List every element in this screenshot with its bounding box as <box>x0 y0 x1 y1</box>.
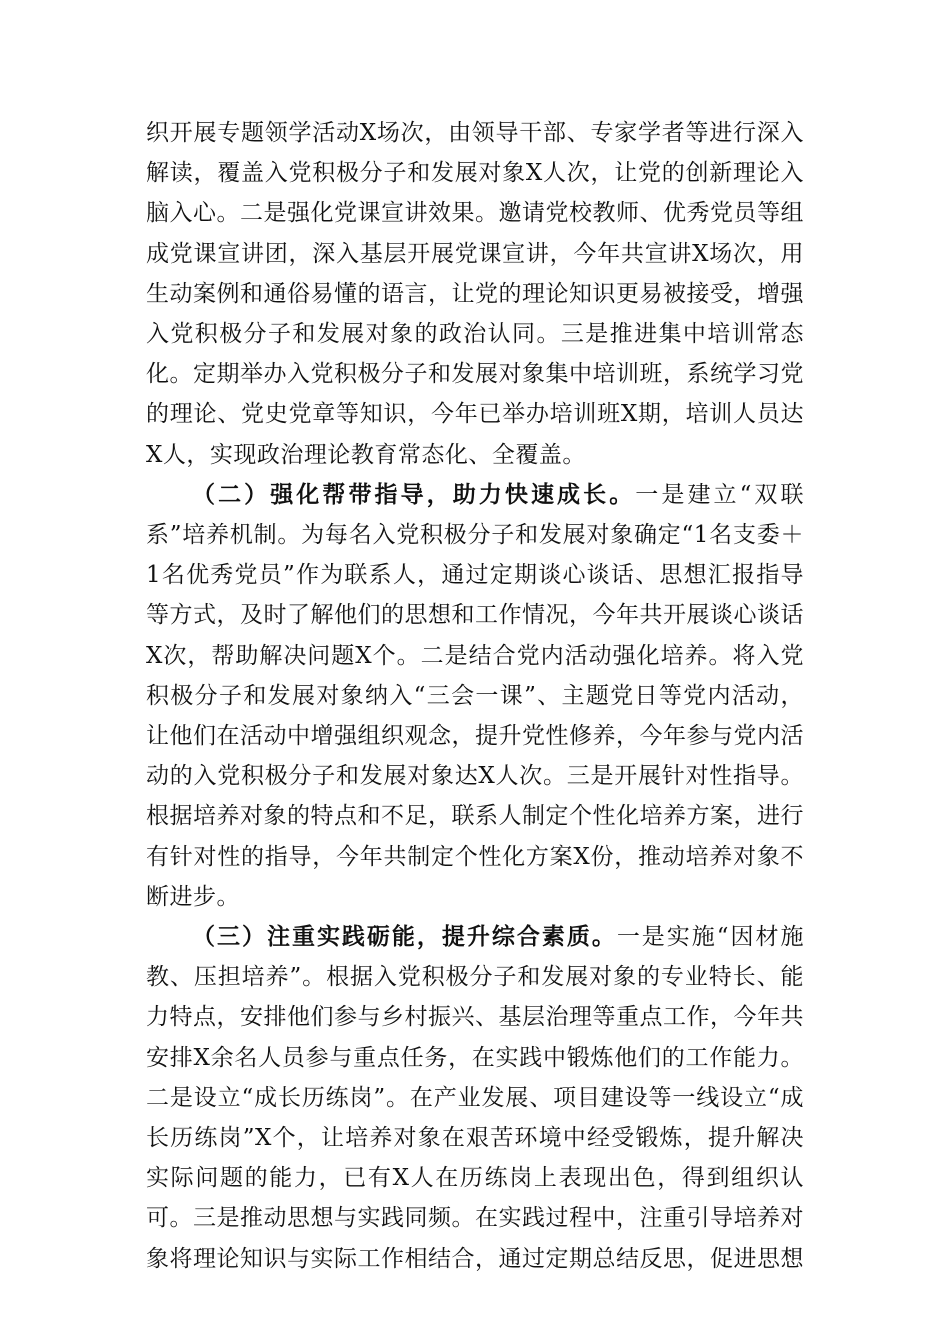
document-page <box>146 113 804 1279</box>
paragraph-3 <box>146 917 804 1279</box>
paragraph-1 <box>146 113 804 475</box>
section-heading-3: （三）注重实践砺能，提升综合素质。 <box>192 923 617 951</box>
section-heading-2: （二）强化帮带指导，助力快速成长。 <box>192 480 636 508</box>
paragraph-2 <box>146 475 804 917</box>
paragraph-1-body: 织开展专题领学活动X场次，由领导干部、专家学者等进行深入解读，覆盖入党积极分子和发展对象X人次，让党的创新理论入脑入心。二是强化党课宣讲效果。邀请党校教师、优秀党员等组成党课宣讲团，深入基层开展党课宣讲，今年共宣讲X场次，用生动案例和通俗易懂的语言，让党的理论知识更易被接受，增强入党积极分子和发展对象的政治认同。三是推进集中培训常态化。定期举办入党积极分子和发展对象集中培训班，系统学习党的理论、党史党章等知识，今年已举办培训班X期，培训人员达X人，实现政治理论教育常态化、全覆盖。 <box>146 120 804 468</box>
paragraph-2-body: 一是建立“双联系”培养机制。为每名入党积极分子和发展对象确定“1名支委＋1名优秀党员”作为联系人，通过定期谈心谈话、思想汇报指导等方式，及时了解他们的思想和工作情况，今年共开展谈心谈话X次，帮助解决问题X个。二是结合党内活动强化培养。将入党积极分子和发展对象纳入“三会一课”、主题党日等党内活动，让他们在活动中增强组织观念，提升党性修养，今年参与党内活动的入党积极分子和发展对象达X人次。三是开展针对性指导。根据培养对象的特点和不足，联系人制定个性化培养方案，进行有针对性的指导，今年共制定个性化方案X份，推动培养对象不断进步。 <box>146 481 805 910</box>
paragraph-3-body: 一是实施“因材施教、压担培养”。根据入党积极分子和发展对象的专业特长、能力特点，安排他们参与乡村振兴、基层治理等重点工作，今年共安排X余名人员参与重点任务，在实践中锻炼他们的工作能力。二是设立“成长历练岗”。在产业发展、项目建设等一线设立“成长历练岗”X个，让培养对象在艰苦环境中经受锻炼，提升解决实际问题的能力，已有X人在历练岗上表现出色，得到组织认可。三是推动思想与实践同频。在实践过程中，注重引导培养对象将理论知识与实际工作相结合，通过定期总结反思，促进思想 <box>146 924 804 1272</box>
